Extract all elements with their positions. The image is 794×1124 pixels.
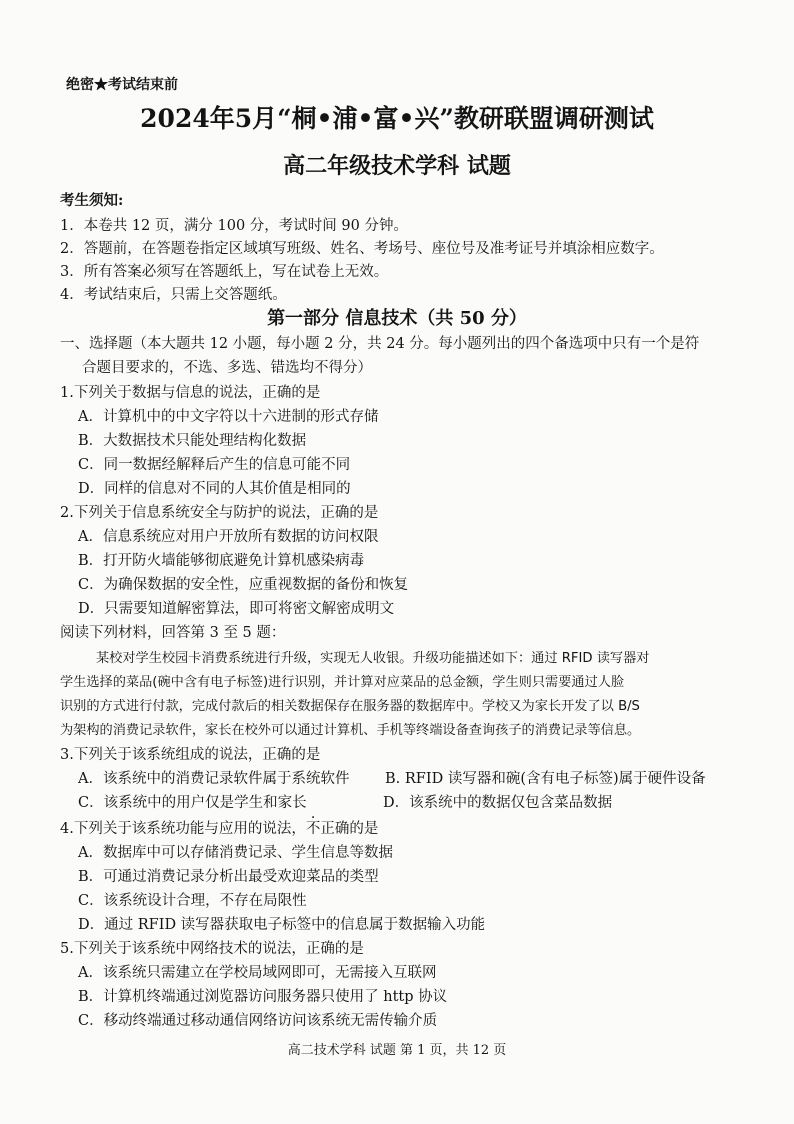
- q2-stem: 2.下列关于信息系统安全与防护的说法，正确的是: [60, 505, 379, 521]
- q1-option-d: D．同样的信息对不同的人其价值是相同的: [78, 481, 351, 497]
- q1-option-c: C．同一数据经解释后产生的信息可能不同: [78, 457, 351, 473]
- reading-line-1: 某校对学生校园卡消费系统进行升级，实现无人收银。升级功能描述如下：通过 RFID 读写器对: [96, 651, 650, 666]
- q5-option-c: C．移动终端通过移动通信网络访问该系统无需传输介质: [78, 1013, 438, 1029]
- q5-stem: 5.下列关于该系统中网络技术的说法，正确的是: [60, 941, 364, 957]
- q4-option-a: A．数据库中可以存储消费记录、学生信息等数据: [78, 845, 393, 861]
- exam-title: 2024年5月“桐•浦•富•兴”教研联盟调研测试: [140, 104, 654, 133]
- notice-item-1: 1．本卷共 12 页，满分 100 分，考试时间 90 分钟。: [60, 218, 408, 234]
- q3-stem: 3.下列关于该系统组成的说法，正确的是: [60, 747, 321, 763]
- q4-stem-pre: 4.下列关于该系统功能与应用的说法，: [60, 821, 306, 837]
- reading-line-3: 识别的方式进行付款，完成付款后的相关数据保存在服务器的数据库中。学校又为家长开发了以 B/S: [60, 699, 640, 714]
- notice-item-3: 3．所有答案必须写在答题纸上，写在试卷上无效。: [60, 264, 389, 280]
- q3-option-a: A．该系统中的消费记录软件属于系统软件: [78, 771, 350, 787]
- page-footer: 高二技术学科 试题 第 1 页，共 12 页: [287, 1043, 507, 1058]
- q2-option-a: A．信息系统应对用户开放所有数据的访问权限: [78, 529, 379, 545]
- exam-subtitle: 高二年级技术学科 试题: [283, 153, 511, 179]
- q5-option-b: B．计算机终端通过浏览器访问服务器只使用了 http 协议: [78, 989, 448, 1005]
- section-instructions-line2: 合题目要求的，不选、多选、错选均不得分）: [82, 360, 372, 376]
- q3-option-d: D．该系统中的数据仅包含菜品数据: [383, 795, 613, 811]
- q4-stem: [60, 822, 378, 837]
- q3-option-b: B. RFID 读写器和碗(含有电子标签)属于硬件设备: [385, 771, 706, 787]
- reading-intro: 阅读下列材料，回答第 3 至 5 题：: [60, 625, 286, 641]
- q4-option-d: D．通过 RFID 读写器获取电子标签中的信息属于数据输入功能: [78, 917, 486, 933]
- q1-stem: 1.下列关于数据与信息的说法，正确的是: [60, 385, 321, 401]
- q5-option-a: A．该系统只需建立在学校局域网即可，无需接入互联网: [78, 965, 437, 981]
- q3-option-c: C．该系统中的用户仅是学生和家长: [78, 795, 307, 811]
- notice-item-4: 4．考试结束后，只需上交答题纸。: [60, 287, 287, 303]
- reading-line-2: 学生选择的菜品(碗中含有电子标签)进行识别，并计算对应菜品的总金额，学生则只需要通过人脸: [60, 675, 625, 690]
- part1-heading: 第一部分 信息技术（共 50 分）: [267, 308, 527, 329]
- notice-item-2: 2．答题前，在答题卷指定区域填写班级、姓名、考场号、座位号及准考证号并填涂相应数字。: [60, 241, 664, 257]
- notice-heading: 考生须知:: [60, 192, 124, 209]
- q4-option-b: B．可通过消费记录分析出最受欢迎菜品的类型: [78, 869, 379, 885]
- q4-option-c: C．该系统设计合理，不存在局限性: [78, 893, 307, 909]
- q1-option-b: B．大数据技术只能处理结构化数据: [78, 433, 307, 449]
- section-instructions-line1: 一、选择题（本大题共 12 小题，每小题 2 分，共 24 分。每小题列出的四个备选项中只有一个是符: [60, 336, 700, 352]
- reading-line-4: 为架构的消费记录软件，家长在校外可以通过计算机、手机等终端设备查询孩子的消费记录等信息。: [60, 723, 641, 738]
- q4-stem-post: 正确的是: [320, 821, 379, 837]
- q2-option-d: D．只需要知道解密算法，即可将密文解密成明文: [78, 601, 395, 617]
- q1-option-a: A．计算机中的中文字符以十六进制的形式存储: [78, 409, 379, 425]
- q2-option-b: B．打开防火墙能够彻底避免计算机感染病毒: [78, 553, 365, 569]
- q2-option-c: C．为确保数据的安全性，应重视数据的备份和恢复: [78, 577, 409, 593]
- secret-label: 绝密★考试结束前: [66, 77, 178, 93]
- q4-stem-emphasis: 不: [305, 821, 321, 837]
